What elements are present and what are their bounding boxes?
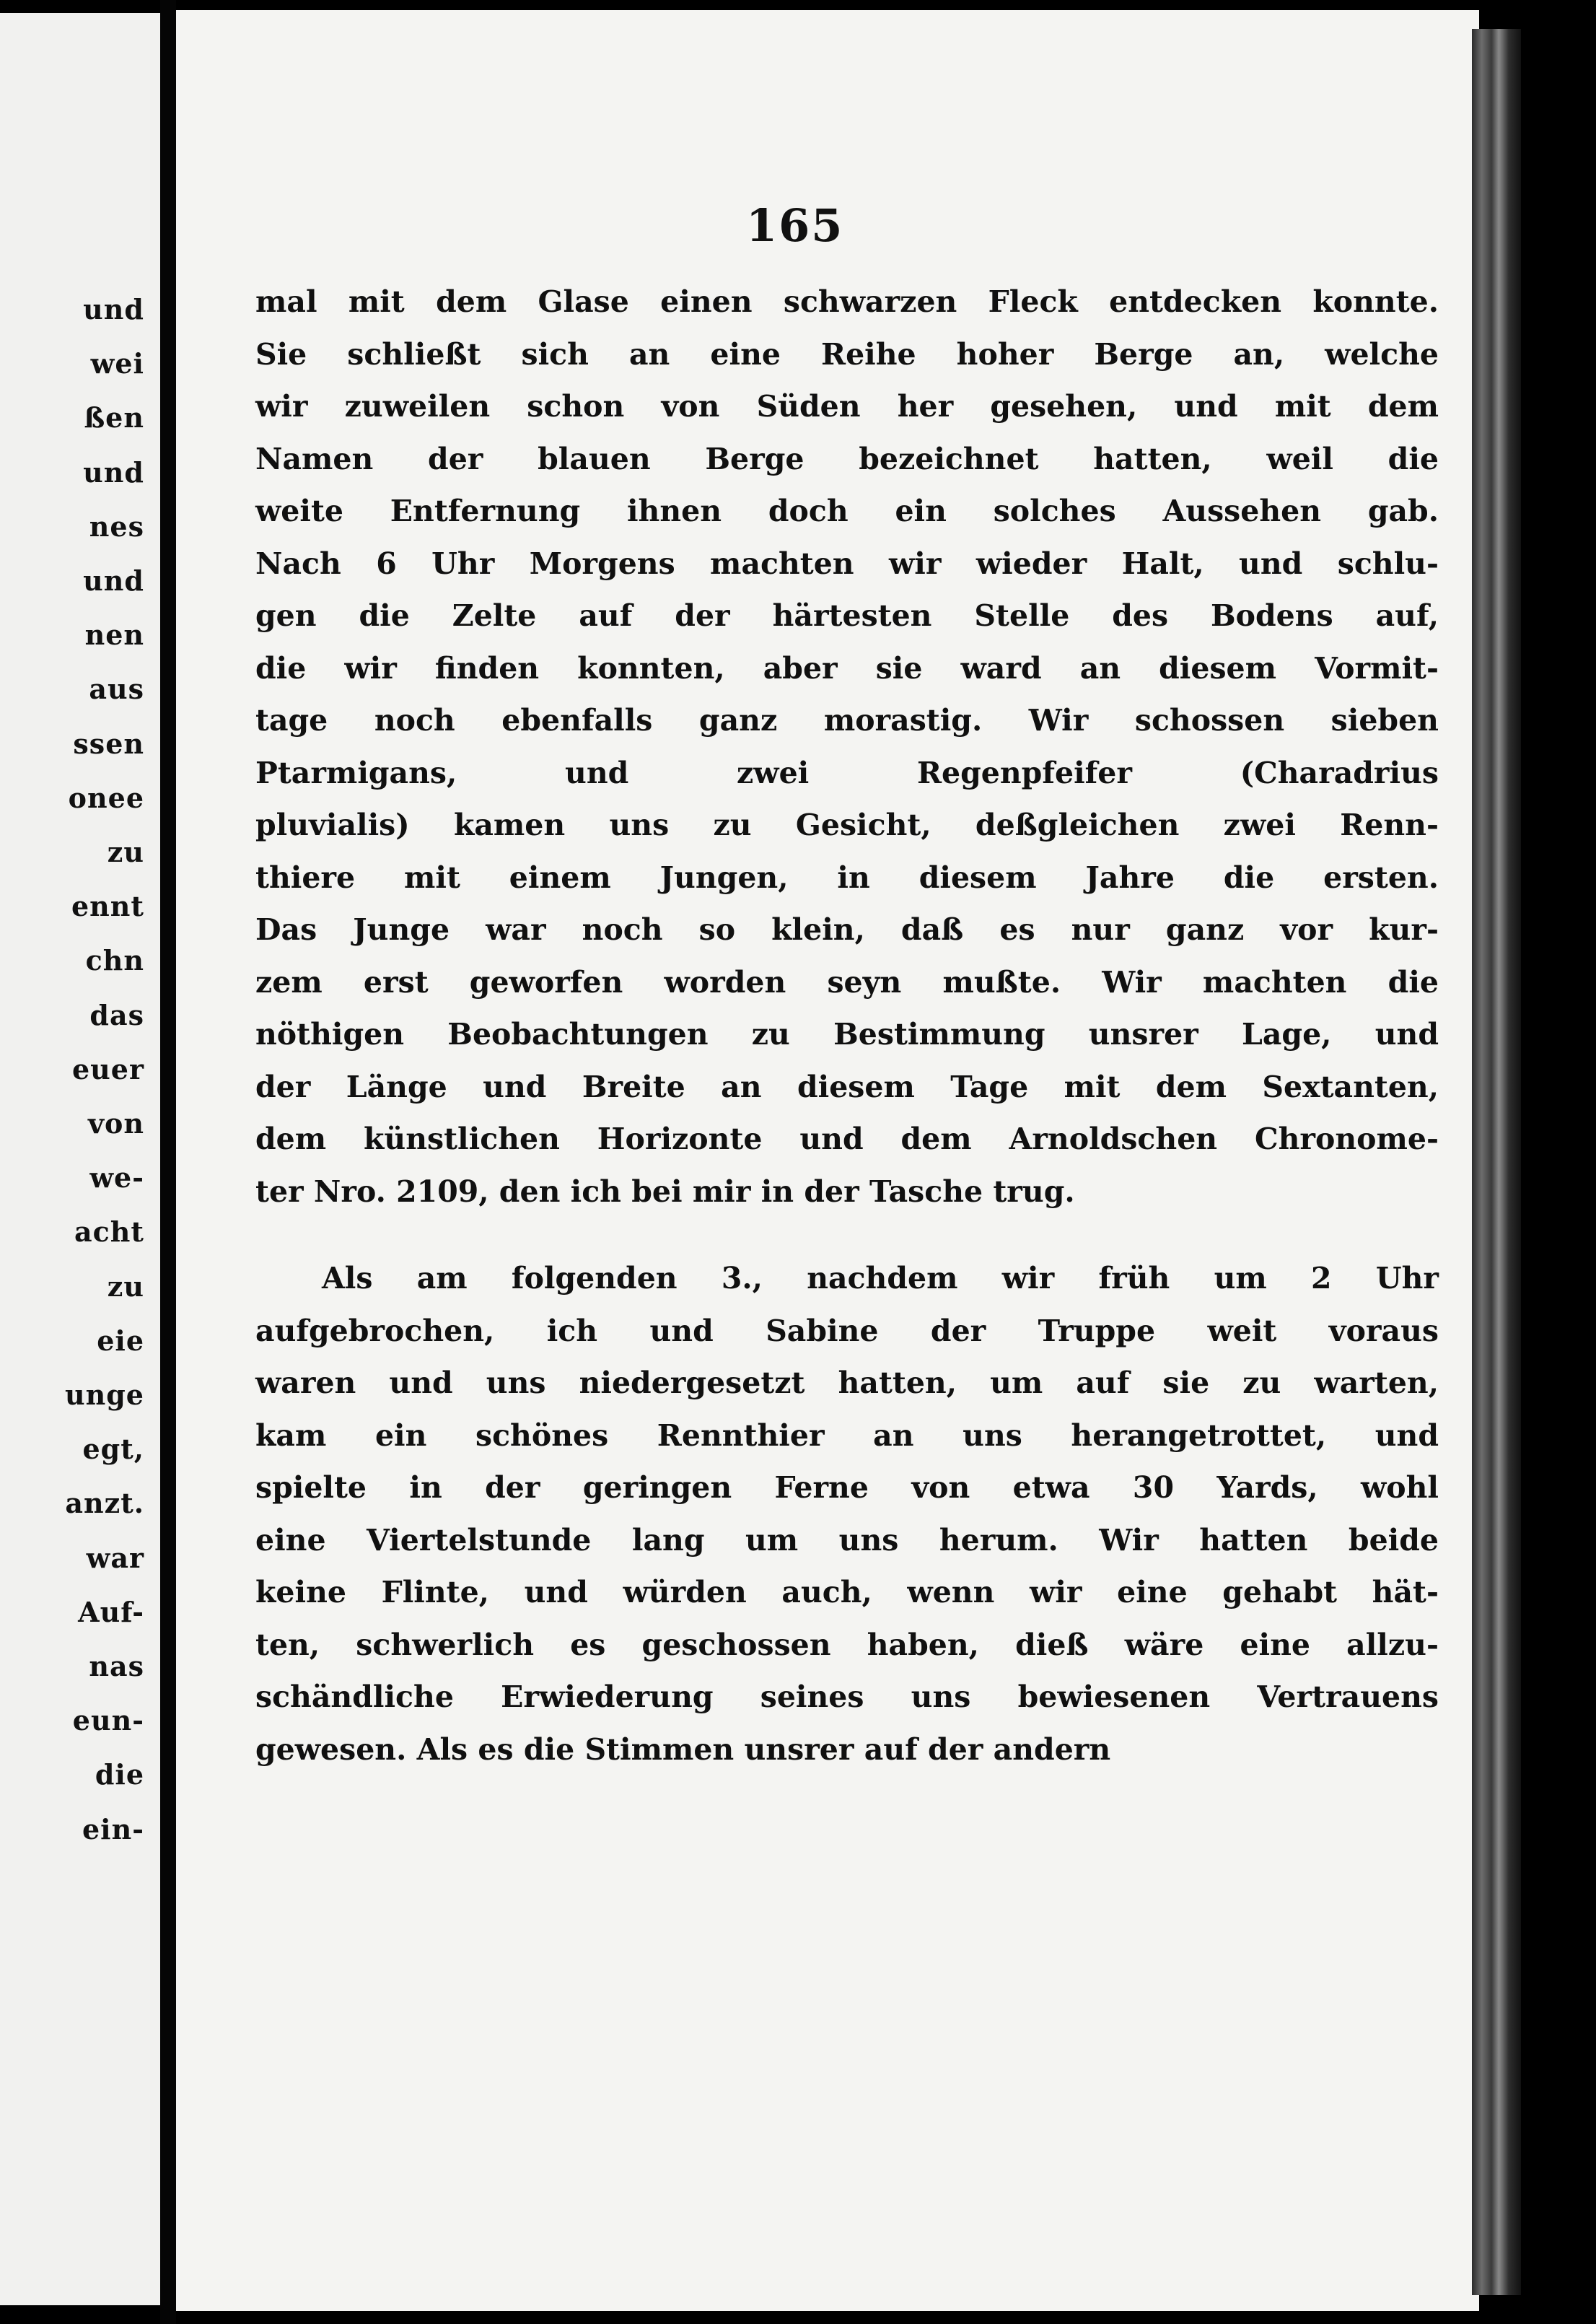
left-margin-word: ßen bbox=[84, 401, 144, 434]
left-margin-word: aus bbox=[89, 673, 144, 706]
text-line: aufgebrochen, ich und Sabine der Truppe weit voraus bbox=[255, 1313, 1439, 1348]
left-margin-word: egt, bbox=[82, 1433, 144, 1466]
left-margin-word: nas bbox=[89, 1650, 144, 1682]
text-line: keine Flinte, und würden auch, wenn wir eine gehabt hät- bbox=[255, 1575, 1439, 1609]
left-margin-word: nen bbox=[84, 619, 144, 652]
text-line: nöthigen Beobachtungen zu Bestimmung unsrer Lage, und bbox=[255, 1017, 1439, 1052]
text-line: eine Viertelstunde lang um uns herum. Wir hatten beide bbox=[255, 1522, 1439, 1558]
left-margin-word: Auf- bbox=[78, 1595, 144, 1628]
right-page bbox=[176, 10, 1479, 2311]
text-line: Als am folgenden 3., nachdem wir früh um 2 Uhr bbox=[322, 1261, 1439, 1296]
left-margin-word: und bbox=[83, 455, 144, 489]
left-margin-word: onee bbox=[68, 781, 144, 814]
left-margin-word: und bbox=[83, 293, 144, 326]
page-stack-edge bbox=[1472, 29, 1521, 2295]
text-line: weite Entfernung ihnen doch ein solches Aussehen gab. bbox=[255, 494, 1439, 528]
left-margin-word: war bbox=[86, 1541, 144, 1574]
text-line: Das Junge war noch so klein, daß es nur ganz vor kur- bbox=[255, 912, 1439, 947]
left-margin-word: zu bbox=[107, 836, 144, 868]
text-line: waren und uns niedergesetzt hatten, um auf sie zu warten, bbox=[255, 1366, 1439, 1400]
left-margin-word: ennt bbox=[71, 890, 144, 923]
text-line: spielte in der geringen Ferne von etwa 30 Yards, wohl bbox=[255, 1470, 1439, 1505]
text-line: gewesen. Als es die Stimmen unsrer auf der andern bbox=[255, 1731, 1111, 1767]
left-margin-word: zu bbox=[107, 1270, 144, 1303]
text-line: Nach 6 Uhr Morgens machten wir wieder Halt, und schlu- bbox=[255, 546, 1439, 581]
left-facing-page bbox=[0, 13, 160, 2305]
left-margin-word: chn bbox=[85, 944, 144, 977]
left-margin-word: das bbox=[89, 998, 144, 1031]
left-margin-word: eun- bbox=[72, 1704, 144, 1737]
text-line: mal mit dem Glase einen schwarzen Fleck entdecken konnte. bbox=[255, 284, 1439, 319]
text-line: schändliche Erwiederung seines uns bewiesenen Vertrauens bbox=[255, 1679, 1439, 1714]
left-margin-word: ssen bbox=[73, 727, 144, 760]
text-line: tage noch ebenfalls ganz morastig. Wir schossen sieben bbox=[255, 703, 1439, 738]
left-margin-word: eie bbox=[97, 1324, 144, 1357]
text-line: ter Nro. 2109, den ich bei mir in der Tasche trug. bbox=[255, 1174, 1075, 1209]
text-line: ten, schwerlich es geschossen haben, dieß wäre eine allzu- bbox=[255, 1627, 1439, 1662]
text-line: zem erst geworfen worden seyn mußte. Wir machten die bbox=[255, 964, 1439, 1000]
left-margin-word: die bbox=[95, 1758, 144, 1791]
left-margin-word: anzt. bbox=[65, 1487, 144, 1520]
left-margin-word: nes bbox=[89, 510, 144, 543]
text-line: Sie schließt sich an eine Reihe hoher Berge an, welche bbox=[255, 336, 1439, 372]
left-margin-word: euer bbox=[71, 1052, 144, 1085]
left-margin-word: we- bbox=[89, 1161, 144, 1194]
left-margin-word: von bbox=[87, 1107, 144, 1140]
text-line: Ptarmigans, und zwei Regenpfeifer (Charadrius bbox=[255, 755, 1439, 790]
text-line: thiere mit einem Jungen, in diesem Jahre die ersten. bbox=[255, 860, 1439, 895]
book-gutter bbox=[160, 0, 176, 2324]
text-line: der Länge und Breite an diesem Tage mit dem Sextanten, bbox=[255, 1069, 1439, 1104]
text-line: die wir finden konnten, aber sie ward an diesem Vormit- bbox=[255, 650, 1439, 686]
page-number: 165 bbox=[746, 199, 844, 252]
left-margin-word: und bbox=[83, 564, 144, 597]
text-line: wir zuweilen schon von Süden her gesehen, und mit dem bbox=[255, 389, 1439, 424]
left-margin-word: acht bbox=[74, 1215, 144, 1249]
left-margin-word: unge bbox=[64, 1379, 144, 1411]
text-line: dem künstlichen Horizonte und dem Arnoldschen Chronome- bbox=[255, 1122, 1439, 1156]
text-line: Namen der blauen Berge bezeichnet hatten, weil die bbox=[255, 441, 1439, 476]
text-line: gen die Zelte auf der härtesten Stelle des Bodens auf, bbox=[255, 598, 1439, 633]
text-line: kam ein schönes Rennthier an uns herangetrottet, und bbox=[255, 1417, 1439, 1453]
left-margin-word: ein- bbox=[82, 1812, 144, 1845]
text-line: pluvialis) kamen uns zu Gesicht, deßgleichen zwei Renn- bbox=[255, 808, 1439, 842]
left-margin-word: wei bbox=[90, 347, 144, 380]
